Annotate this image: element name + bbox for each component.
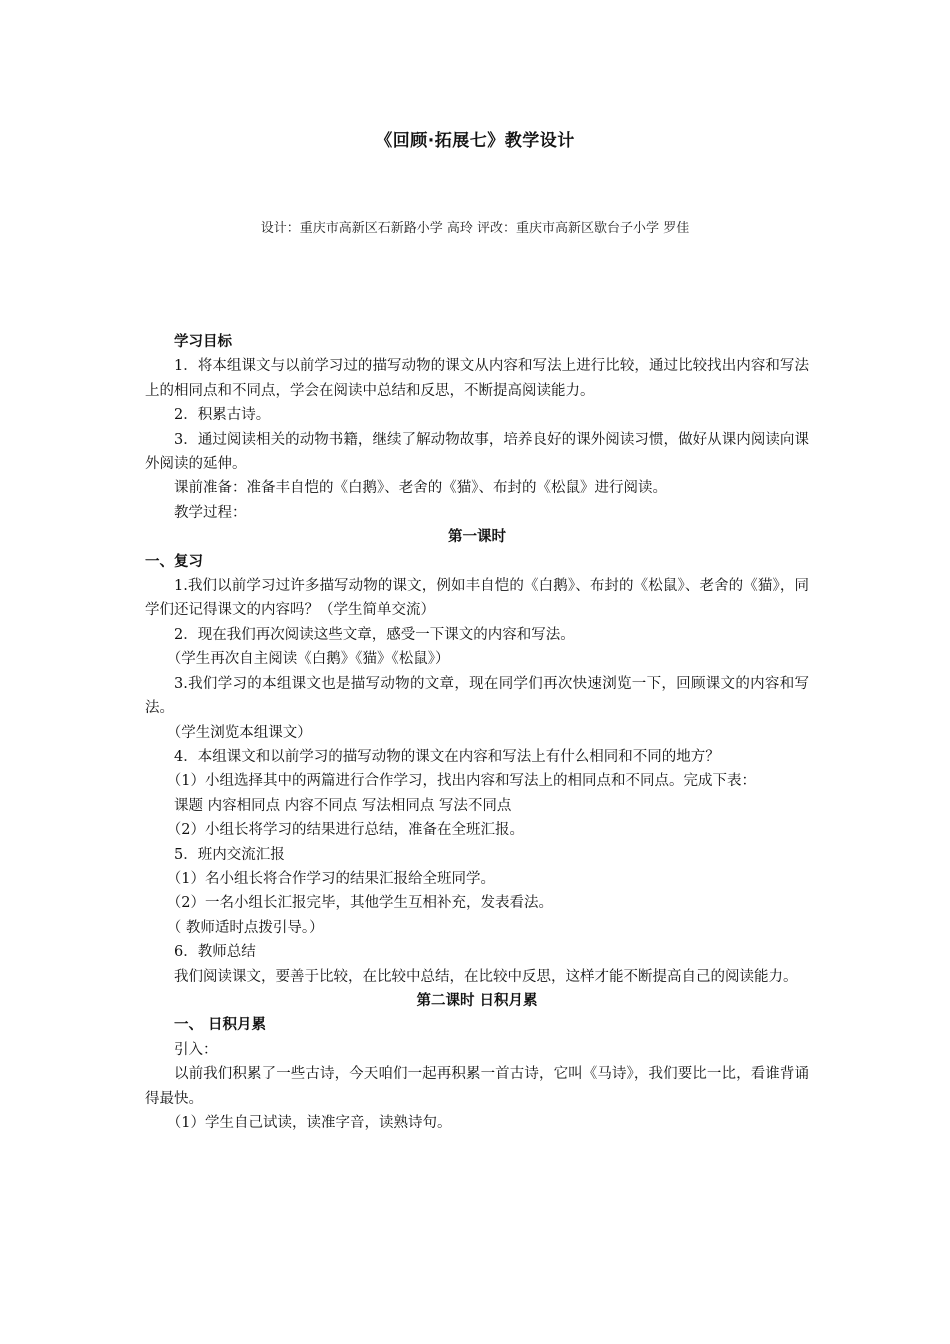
paragraph: （1）名小组长将合作学习的结果汇报给全班同学。 (166, 870, 495, 887)
paragraph: 2．积累古诗。 (174, 407, 271, 424)
paragraph: 5．班内交流汇报 (174, 846, 285, 863)
section-heading: 一、 日积月累 (174, 1017, 267, 1034)
paragraph: 4．本组课文和以前学习的描写动物的课文在内容和写法上有什么相同和不同的地方？ (174, 748, 720, 765)
paragraph: （ 教师适时点拨引导。） (166, 919, 324, 936)
lesson-heading: 第二课时 日积月累 (416, 992, 538, 1009)
paragraph: （2）小组长将学习的结果进行总结，准备在全班汇报。 (166, 822, 524, 839)
section-heading: 学习目标 (174, 334, 232, 350)
paragraph: 2．现在我们再次阅读这些文章，感受一下课文的内容和写法。 (174, 626, 575, 643)
paragraph: （1）学生自己试读，读准字音，读熟诗句。 (166, 1115, 452, 1131)
paragraph: 我们阅读课文，要善于比较，在比较中总结，在比较中反思，这样才能不断提高自己的阅读能力。 (174, 968, 798, 985)
paragraph: （学生再次自主阅读《白鹅》《猫》《松鼠》） (166, 651, 450, 668)
lesson-heading: 第一课时 (448, 529, 506, 546)
paragraph: 教学过程： (174, 504, 247, 521)
paragraph: 3．通过阅读相关的动物书籍，继续了解动物故事，培养良好的课外阅读习惯，做好从课内阅读向课外阅读的延伸。 (145, 431, 809, 473)
document-body (145, 330, 809, 1135)
paragraph: 以前我们积累了一些古诗，今天咱们一起再积累一首古诗，它叫《马诗》，我们要比一比，看谁背诵得最快。 (145, 1066, 809, 1107)
author-byline: 设计：重庆市高新区石新路小学 高玲 评改：重庆市高新区歇台子小学 罗佳 (260, 221, 690, 236)
table-header-line: 课题 内容相同点 内容不同点 写法相同点 写法不同点 (174, 797, 512, 814)
section-heading: 一、复习 (145, 553, 203, 570)
document-title: 《回顾·拓展七》教学设计 (375, 131, 575, 151)
paragraph: （2）一名小组长汇报完毕，其他学生互相补充，发表看法。 (166, 895, 553, 912)
paragraph: 1．将本组课文与以前学习过的描写动物的课文从内容和写法上进行比较，通过比较找出内容和写法上的相同点和不同点，学会在阅读中总结和反思，不断提高阅读能力。 (145, 358, 809, 399)
paragraph: 课前准备：准备丰自恺的《白鹅》、老舍的《猫》、布封的《松鼠》进行阅读。 (174, 480, 667, 497)
paragraph: 引入： (174, 1041, 218, 1058)
paragraph: 3.我们学习的本组课文也是描写动物的文章，现在同学们再次快速浏览一下，回顾课文的内容和写法。 (145, 675, 809, 717)
paragraph: 6．教师总结 (174, 944, 256, 961)
paragraph: 1.我们以前学习过许多描写动物的课文，例如丰自恺的《白鹅》、布封的《松鼠》、老舍的《猫》，同学们还记得课文的内容吗？（学生简单交流） (145, 578, 809, 619)
paragraph: （学生浏览本组课文） (166, 724, 312, 741)
paragraph: （1）小组选择其中的两篇进行合作学习，找出内容和写法上的相同点和不同点。完成下表： (166, 773, 756, 790)
